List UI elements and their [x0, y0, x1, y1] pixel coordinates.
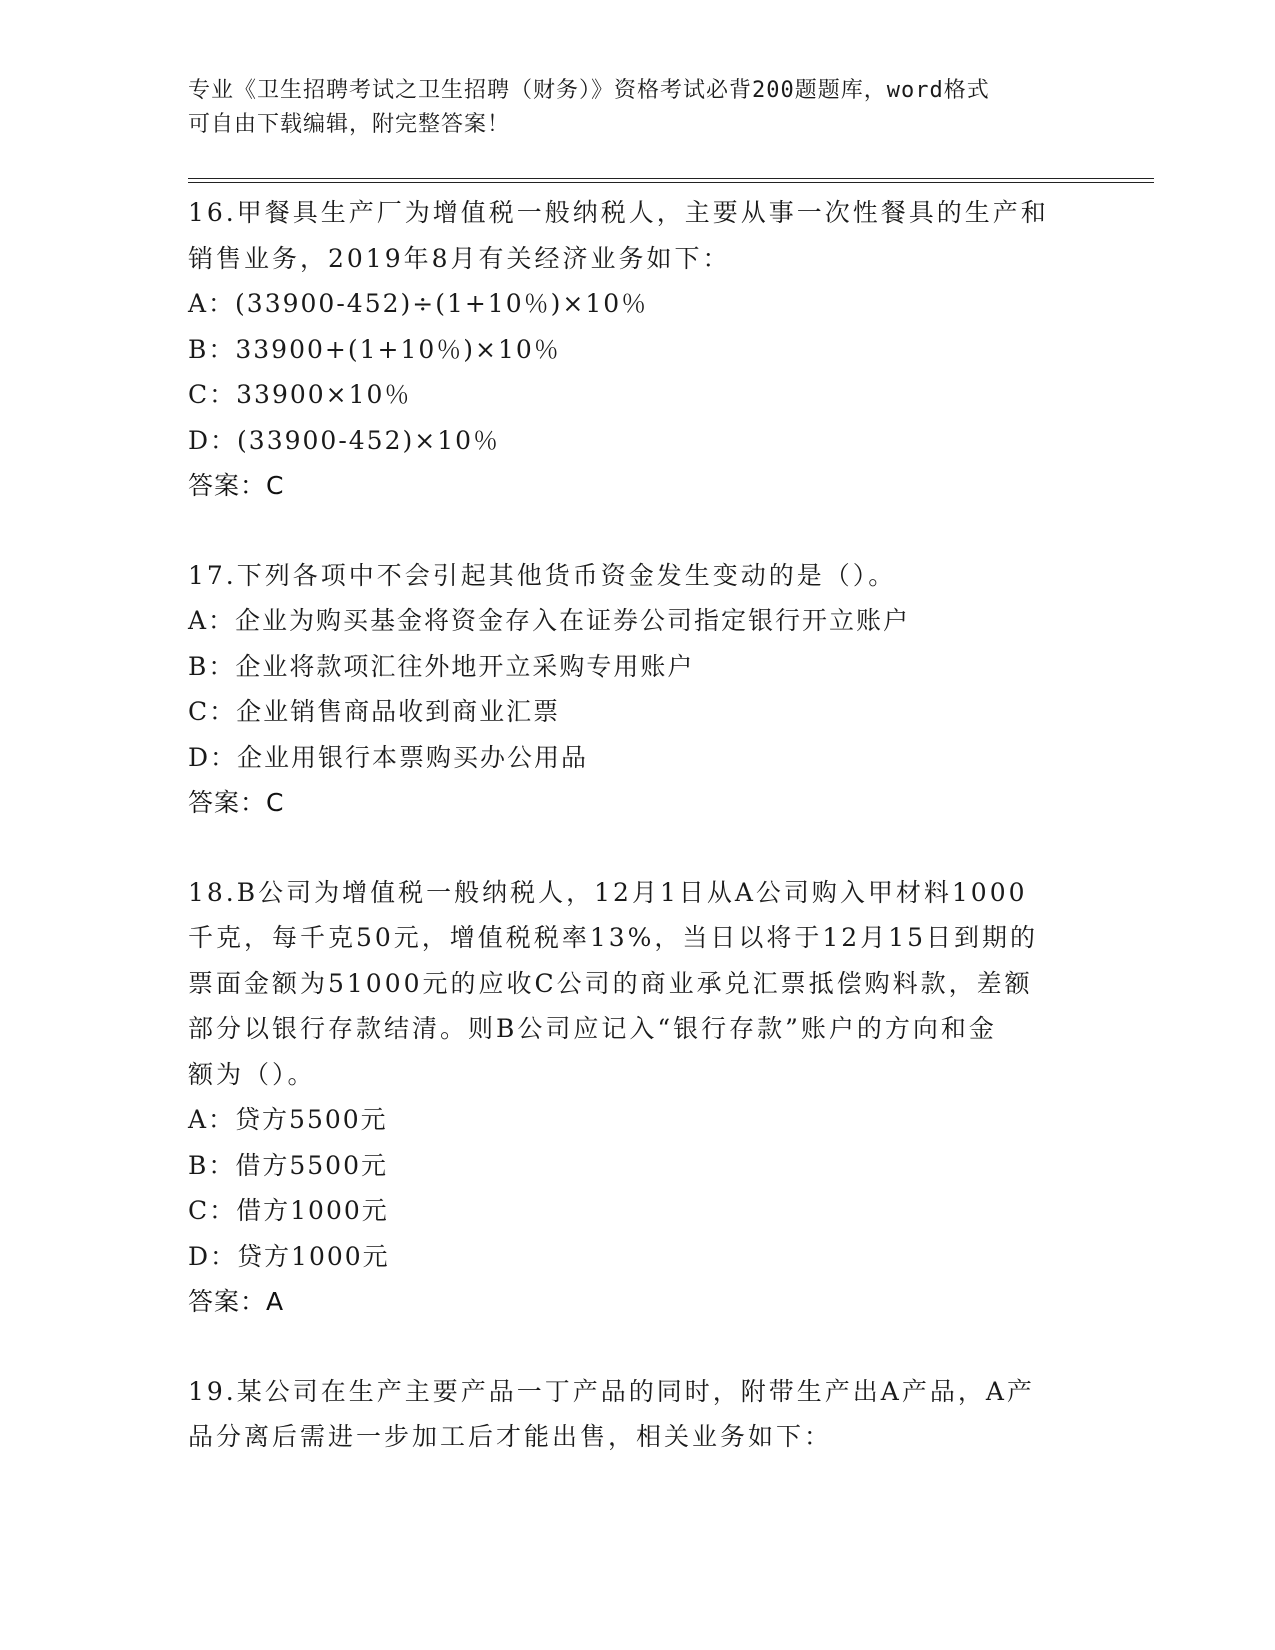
document-header [188, 74, 1068, 142]
option-b: B：借方5500元 [188, 1150, 388, 1180]
question-stem-line: 19.某公司在生产主要产品一丁产品的同时，附带生产出A产品，A产 [188, 1376, 1035, 1406]
question-stem-line: 18.B公司为增值税一般纳税人，12月1日从A公司购入甲材料1000 [188, 877, 1028, 907]
question-stem-line: 部分以银行存款结清。则B公司应记入“银行存款”账户的方向和金 [188, 1014, 997, 1043]
question-stem-line: 额为（）。 [188, 1059, 316, 1089]
option-a: A：贷方5500元 [188, 1105, 388, 1134]
question-18 [188, 870, 1088, 1325]
answer-line: 答案：C [188, 788, 285, 817]
question-stem-line: 票面金额为51000元的应收C公司的商业承兑汇票抵偿购料款，差额 [188, 968, 1033, 998]
question-stem-line: 16.甲餐具生产厂为增值税一般纳税人，主要从事一次性餐具的生产和 [188, 198, 1049, 227]
question-list [188, 190, 1088, 1504]
option-d: D：(33900-452)×10％ [188, 425, 501, 455]
question-17 [188, 553, 1088, 826]
header-line-1: 专业《卫生招聘考试之卫生招聘（财务）》资格考试必背200题题库，word格式 [188, 78, 990, 103]
question-stem-line: 品分离后需进一步加工后才能出售，相关业务如下： [188, 1422, 833, 1451]
option-b: B：33900+(1+10％)×10％ [188, 334, 561, 364]
option-a: A：企业为购买基金将资金存入在证券公司指定银行开立账户 [188, 606, 911, 635]
option-a: A：(33900-452)÷(1+10％)×10％ [188, 289, 649, 318]
question-19 [188, 1369, 1088, 1460]
header-line-2: 可自由下载编辑，附完整答案！ [188, 112, 511, 137]
option-c: C：借方1000元 [188, 1196, 389, 1225]
option-c: C：33900×10％ [188, 380, 412, 409]
option-b: B：企业将款项汇往外地开立采购专用账户 [188, 651, 695, 681]
header-divider [188, 178, 1154, 183]
answer-line: 答案：C [188, 471, 285, 500]
answer-line: 答案：A [188, 1287, 285, 1316]
question-16 [188, 190, 1088, 509]
question-stem-line: 销售业务，2019年8月有关经济业务如下： [188, 243, 731, 273]
option-d: D：企业用银行本票购买办公用品 [188, 742, 589, 772]
question-stem-line: 17.下列各项中不会引起其他货币资金发生变动的是（）。 [188, 560, 897, 590]
option-c: C：企业销售商品收到商业汇票 [188, 697, 561, 726]
option-d: D：贷方1000元 [188, 1241, 390, 1271]
question-stem-line: 千克，每千克50元，增值税税率13%，当日以将于12月15日到期的 [188, 923, 1039, 952]
